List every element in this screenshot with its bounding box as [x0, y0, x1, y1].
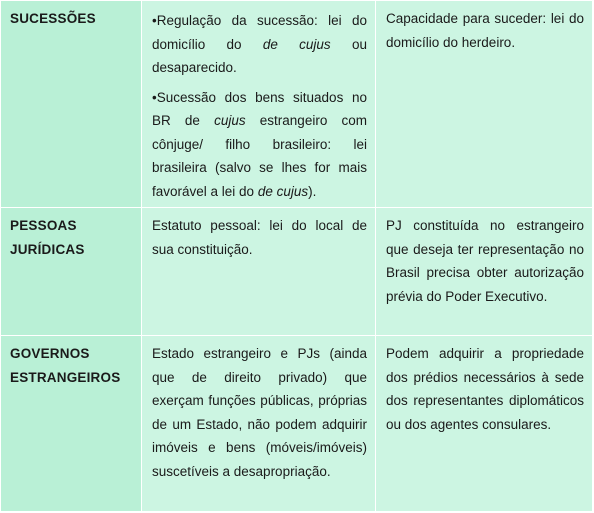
- row-heading-line: JURÍDICAS: [10, 241, 85, 257]
- rule-cell: [142, 1, 376, 208]
- row-heading-line: GOVERNOS: [10, 346, 90, 361]
- note-text: Podem adquirir a propriedade dos prédios necessários à sede dos representantes diplomáticos ou dos agentes consulares.: [386, 346, 584, 432]
- note-cell: [376, 208, 593, 336]
- rule-text: Estado estrangeiro e PJs (ainda que de direito privado) que exerçam funções públicas, próprias de um Estado, não podem adquirir imóveis e bens (móveis/imóveis) suscetíveis a desapropriação.: [152, 346, 367, 479]
- note-text: Capacidade para suceder: lei do domicílio do herdeiro.: [386, 11, 584, 50]
- rule-paragraph: •Regulação da sucessão: lei do domicílio do de cujus ou desaparecido.: [152, 13, 367, 75]
- row-heading-sucessoes: SUCESSÕES: [10, 11, 96, 26]
- rule-text: Estatuto pessoal: lei do local de sua constituição.: [152, 218, 367, 257]
- rule-paragraph: •Sucessão dos bens situados no BR de cujus estrangeiro com cônjuge/ filho brasileiro: lei brasileira (salvo se lhes for mais favorável a lei do de cujus).: [152, 89, 367, 199]
- note-text: PJ constituída no estrangeiro que deseja ter representação no Brasil precisa obter autorização prévia do Poder Executivo.: [386, 218, 584, 304]
- note-cell: [376, 336, 593, 512]
- note-cell: [376, 1, 593, 208]
- table-row-pessoas-juridicas: [1, 208, 593, 336]
- row-heading-line: ESTRANGEIROS: [10, 369, 121, 385]
- rule-cell: [142, 336, 376, 512]
- table-row-governos-estrangeiros: [1, 336, 593, 512]
- row-heading-cell: [1, 208, 142, 336]
- table-row-sucessoes: [1, 1, 593, 208]
- row-heading-cell: [1, 1, 142, 208]
- row-heading-line: PESSOAS: [10, 218, 77, 233]
- row-heading-cell: [1, 336, 142, 512]
- rule-cell: [142, 208, 376, 336]
